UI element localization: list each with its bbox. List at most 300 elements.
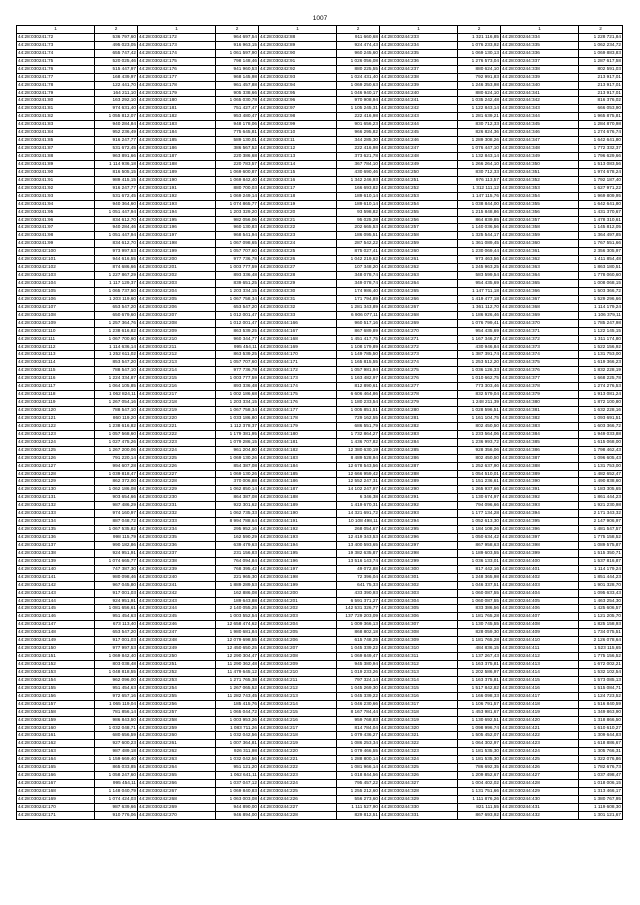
cadastral-number-cell: 44:28:030244:404: [501, 589, 579, 597]
cadastral-number-cell: 44:28:030243:10: [259, 129, 337, 137]
value-cell: 1 255 212,60: [337, 788, 380, 796]
cadastral-number-cell: 44:28:030242:138: [17, 549, 95, 557]
cadastral-number-cell: 44:28:030244:185: [259, 470, 337, 478]
cadastral-number-cell: 44:28:030241:78: [17, 81, 95, 89]
value-cell: 1 785 247,98: [579, 319, 623, 327]
value-cell: 1 149 785,50: [337, 351, 380, 359]
cadastral-number-cell: 44:28:030244:310: [380, 645, 458, 653]
value-cell: 1 284 870,98: [579, 121, 623, 129]
cadastral-number-cell: 44:28:030244:196: [259, 557, 337, 565]
cadastral-number-cell: 44:28:030244:167: [259, 327, 337, 335]
cadastral-number-cell: 44:28:030244:360: [501, 240, 579, 248]
value-cell: 186 095,51: [337, 232, 380, 240]
value-cell: 826 824,36: [458, 129, 501, 137]
value-cell: 1 236 993,72: [458, 438, 501, 446]
cadastral-number-cell: 44:28:030244:430: [501, 795, 579, 803]
cadastral-number-cell: 44:28:030242:270: [138, 811, 216, 819]
cadastral-number-cell: 44:28:030244:323: [380, 748, 458, 756]
cadastral-number-cell: 44:28:030244:337: [501, 57, 579, 65]
table-row: [17, 613, 623, 621]
value-cell: 821 111,55: [458, 803, 501, 811]
cadastral-number-cell: 44:28:030244:363: [501, 264, 579, 272]
cadastral-number-cell: 44:28:030242:194: [138, 208, 216, 216]
cadastral-number-cell: 44:28:030244:342: [501, 97, 579, 105]
value-cell: 1 861 444,23: [579, 494, 623, 502]
cadastral-number-cell: 44:28:030244:221: [259, 756, 337, 764]
value-cell: 1 079 286,15: [216, 438, 259, 446]
value-cell: 1 096 605,43: [579, 454, 623, 462]
value-cell: 1 387 391,74: [458, 351, 501, 359]
cadastral-number-cell: 44:28:030242:116: [17, 375, 95, 383]
value-cell: 49 072,88: [337, 565, 380, 573]
value-cell: 433 390,93: [337, 589, 380, 597]
cadastral-number-cell: 44:28:030244:222: [259, 764, 337, 772]
value-cell: 917 001,03: [95, 589, 138, 597]
value-cell: 960 517,16: [337, 319, 380, 327]
cadastral-number-cell: 44:28:030244:271: [380, 335, 458, 343]
value-cell: 1 627 971,22: [579, 184, 623, 192]
cadastral-number-cell: 44:28:030242:115: [17, 367, 95, 375]
cadastral-number-cell: 44:28:030244:204: [259, 621, 337, 629]
cadastral-number-cell: 44:28:030242:171: [17, 811, 95, 819]
value-cell: 1 057 568,60: [95, 430, 138, 438]
cadastral-number-cell: 44:28:030244:347: [501, 137, 579, 145]
value-cell: 653 547,20: [216, 303, 259, 311]
value-cell: 834 612,70: [95, 216, 138, 224]
table-row: [17, 581, 623, 589]
value-cell: 916 247,77: [95, 184, 138, 192]
table-row: [17, 391, 623, 399]
value-cell: 1 069 130,26: [216, 454, 259, 462]
value-cell: 1 062 186,08: [95, 486, 138, 494]
value-cell: 1 203 119,60: [95, 295, 138, 303]
value-cell: 1 151 236,61: [458, 478, 501, 486]
cadastral-number-cell: 44:28:030244:226: [259, 795, 337, 803]
value-cell: 93 598,82: [337, 208, 380, 216]
cadastral-number-cell: 44:28:030244:266: [380, 295, 458, 303]
value-cell: 1 064 302,97: [458, 740, 501, 748]
value-cell: 1 772 332,37: [579, 145, 623, 153]
cadastral-number-cell: 44:28:030242:252: [138, 668, 216, 676]
value-cell: 137 729 203,09: [337, 613, 380, 621]
cadastral-number-cell: 44:28:030244:279: [380, 399, 458, 407]
value-cell: 901 656,23: [337, 121, 380, 129]
value-cell: 1 108 179,89: [337, 343, 380, 351]
cadastral-number-cell: 44:28:030244:412: [501, 653, 579, 661]
table-row: [17, 73, 623, 81]
cadastral-number-cell: 44:28:030244:306: [380, 613, 458, 621]
cadastral-number-cell: 44:28:030244:292: [380, 502, 458, 510]
cadastral-number-cell: 44:28:030244:269: [380, 319, 458, 327]
value-cell: 1 048 818,55: [95, 668, 138, 676]
cadastral-number-cell: 44:28:030244:198: [259, 573, 337, 581]
cadastral-number-cell: 44:28:030244:248: [380, 153, 458, 161]
cadastral-number-cell: 44:28:030244:366: [501, 287, 579, 295]
value-cell: 729 162,55: [337, 414, 380, 422]
column-header: 1: [17, 26, 95, 34]
value-cell: 220 783,57: [216, 160, 259, 168]
cadastral-number-cell: 44:28:030244:208: [259, 653, 337, 661]
cadastral-number-cell: 44:28:030242:188: [138, 160, 216, 168]
value-cell: 1 513 083,56: [579, 160, 623, 168]
column-header: 2: [95, 26, 138, 34]
cadastral-number-cell: 44:28:030242:119: [17, 399, 95, 407]
value-cell: 202 665,53: [337, 224, 380, 232]
value-cell: 1 037 047,12: [216, 780, 259, 788]
cadastral-number-cell: 44:28:030242:227: [138, 470, 216, 478]
value-cell: 1 069 600,87: [216, 168, 259, 176]
value-cell: 880 700,03: [216, 184, 259, 192]
value-cell: 1 248 365,98: [458, 573, 501, 581]
cadastral-number-cell: 44:28:030244:326: [380, 772, 458, 780]
cadastral-number-cell: 44:28:030244:416: [501, 684, 579, 692]
value-cell: 1 046 230,66: [337, 700, 380, 708]
value-cell: 1 095 633,43: [579, 589, 623, 597]
cadastral-number-cell: 44:28:030244:223: [259, 772, 337, 780]
cadastral-number-cell: 44:28:030244:170: [259, 351, 337, 359]
cadastral-number-cell: 44:28:030242:267: [138, 788, 216, 796]
value-cell: 1 159 669,40: [95, 756, 138, 764]
table-row: [17, 41, 623, 49]
cadastral-number-cell: 44:28:030241:76: [17, 65, 95, 73]
cadastral-number-cell: 44:28:030244:274: [380, 359, 458, 367]
cadastral-number-cell: 44:28:030244:312: [380, 661, 458, 669]
value-cell: 1 045 269,30: [337, 684, 380, 692]
cadastral-number-cell: 44:28:030241:75: [17, 57, 95, 65]
value-cell: 987 489,18: [95, 748, 138, 756]
cadastral-number-cell: 44:28:030242:120: [17, 407, 95, 415]
table-row: [17, 192, 623, 200]
cadastral-number-cell: 44:28:030242:112: [17, 343, 95, 351]
table-row: [17, 248, 623, 256]
value-cell: 1 039 818,47: [95, 470, 138, 478]
value-cell: 924 951,91: [95, 597, 138, 605]
cadastral-number-cell: 44:28:030244:325: [380, 764, 458, 772]
cadastral-number-cell: 44:28:030242:216: [138, 383, 216, 391]
value-cell: 1 163 375,81: [458, 676, 501, 684]
value-cell: 1 042 219,62: [337, 256, 380, 264]
cadastral-number-cell: 44:28:030242:117: [17, 383, 95, 391]
value-cell: 1 069 250,63: [337, 81, 380, 89]
value-cell: 1 969 809,95: [579, 192, 623, 200]
value-cell: 751 427,47: [216, 105, 259, 113]
cadastral-number-cell: 44:28:030242:260: [138, 732, 216, 740]
value-cell: 174 986,40: [337, 287, 380, 295]
cadastral-number-cell: 44:28:030242:140: [17, 565, 95, 573]
cadastral-number-cell: 44:28:030242:168: [17, 788, 95, 796]
value-cell: 941 960,53: [216, 65, 259, 73]
value-cell: 122 441,70: [95, 81, 138, 89]
cadastral-number-cell: 44:28:030242:136: [17, 534, 95, 542]
value-cell: 832 579,04: [458, 391, 501, 399]
table-row: [17, 811, 623, 819]
value-cell: 1 364 497,85: [579, 232, 623, 240]
value-cell: 893 336,48: [216, 272, 259, 280]
value-cell: 1 775 156,52: [579, 653, 623, 661]
table-row: [17, 494, 623, 502]
value-cell: 922 301,62: [216, 502, 259, 510]
cadastral-number-cell: 44:28:030244:190: [259, 510, 337, 518]
cadastral-number-cell: 44:28:030244:283: [380, 430, 458, 438]
value-cell: 1 147 711,18: [458, 287, 501, 295]
cadastral-number-cell: 44:28:030244:188: [259, 494, 337, 502]
value-cell: 803 038,48: [95, 661, 138, 669]
value-cell: 788 547,10: [95, 367, 138, 375]
cadastral-number-cell: 44:28:030244:183: [259, 454, 337, 462]
cadastral-number-cell: 44:28:030242:149: [17, 637, 95, 645]
value-cell: 994 607,28: [95, 462, 138, 470]
cadastral-number-cell: 44:28:030244:428: [501, 780, 579, 788]
value-cell: 968 541,94: [216, 232, 259, 240]
value-cell: 1 052 613,30: [458, 518, 501, 526]
table-row: [17, 668, 623, 676]
cadastral-number-cell: 44:28:030244:209: [259, 661, 337, 669]
table-row: [17, 653, 623, 661]
cadastral-number-cell: 44:28:030242:217: [138, 391, 216, 399]
value-cell: 1 063 003,08: [216, 795, 259, 803]
cadastral-number-cell: 44:28:030244:210: [259, 668, 337, 676]
cadastral-number-cell: 44:28:030243:17: [259, 184, 337, 192]
table-row: [17, 414, 623, 422]
cadastral-number-cell: 44:28:030244:311: [380, 653, 458, 661]
cadastral-number-cell: 44:28:030244:341: [501, 89, 579, 97]
table-row: [17, 637, 623, 645]
cadastral-number-cell: 44:28:030244:295: [380, 526, 458, 534]
cadastral-number-cell: 44:28:030244:275: [380, 367, 458, 375]
value-cell: 1 114 636,14: [95, 343, 138, 351]
value-cell: 917 001,03: [95, 637, 138, 645]
value-cell: 1 322 076,86: [579, 756, 623, 764]
cadastral-number-cell: 44:28:030244:414: [501, 668, 579, 676]
cadastral-number-cell: 44:28:030241:84: [17, 129, 95, 137]
value-cell: 1 060 087,55: [458, 589, 501, 597]
cadastral-number-cell: 44:28:030242:241: [138, 581, 216, 589]
value-cell: 967 045,80: [95, 581, 138, 589]
cadastral-number-cell: 44:28:030242:145: [17, 605, 95, 613]
cadastral-number-cell: 44:28:030242:245: [138, 613, 216, 621]
cadastral-number-cell: 44:28:030244:260: [380, 248, 458, 256]
cadastral-number-cell: 44:28:030244:199: [259, 581, 337, 589]
value-cell: 1 036 126,33: [458, 367, 501, 375]
cadastral-number-cell: 44:28:030244:236: [380, 57, 458, 65]
value-cell: 536 797,60: [95, 33, 138, 41]
value-cell: 1 024 431,40: [337, 73, 380, 81]
table-row: [17, 113, 623, 121]
value-cell: 1 140 036,56: [458, 224, 501, 232]
value-cell: 1 163 375,81: [458, 661, 501, 669]
value-cell: 976 113,57: [458, 176, 501, 184]
cadastral-number-cell: 44:28:030244:228: [259, 811, 337, 819]
value-cell: 1 106 379,11: [579, 311, 623, 319]
table-row: [17, 565, 623, 573]
value-cell: 794 096,66: [458, 502, 501, 510]
value-cell: 1 203 334,15: [216, 287, 259, 295]
value-cell: 1 045 339,22: [337, 692, 380, 700]
value-cell: 171 794,89: [337, 295, 380, 303]
cadastral-number-cell: 44:28:030244:224: [259, 780, 337, 788]
value-cell: 867 958,63: [458, 541, 501, 549]
cadastral-number-cell: 44:28:030244:176: [259, 399, 337, 407]
cadastral-number-cell: 44:28:030244:346: [501, 129, 579, 137]
cadastral-number-cell: 44:28:030242:179: [138, 89, 216, 97]
value-cell: 1 516 840,59: [579, 700, 623, 708]
cadastral-number-cell: 44:28:030242:124: [17, 438, 95, 446]
value-cell: 1 131 751,66: [458, 788, 501, 796]
value-cell: 1 035 242,48: [458, 97, 501, 105]
value-cell: 1 965 875,81: [579, 113, 623, 121]
cadastral-number-cell: 44:28:030242:236: [138, 541, 216, 549]
table-row: [17, 33, 623, 41]
cadastral-number-cell: 44:28:030242:155: [17, 684, 95, 692]
cadastral-number-cell: 44:28:030244:233: [380, 33, 458, 41]
value-cell: 1 267 065,52: [216, 684, 259, 692]
cadastral-number-cell: 44:28:030241:89: [17, 160, 95, 168]
value-cell: 1 055 812,07: [95, 113, 138, 121]
cadastral-number-cell: 44:28:030244:187: [259, 486, 337, 494]
value-cell: 868 802,18: [337, 629, 380, 637]
cadastral-number-cell: 44:28:030244:181: [259, 438, 337, 446]
table-row: [17, 700, 623, 708]
value-cell: 1 921 230,98: [579, 502, 623, 510]
value-cell: 168 439,97: [95, 73, 138, 81]
value-cell: 990 182,86: [95, 541, 138, 549]
value-cell: 1 130 674,97: [458, 494, 501, 502]
cadastral-number-cell: 44:28:030244:417: [501, 692, 579, 700]
cadastral-number-cell: 44:28:030244:384: [501, 430, 579, 438]
cadastral-number-cell: 44:28:030242:251: [138, 661, 216, 669]
cadastral-number-cell: 44:28:030244:175: [259, 391, 337, 399]
value-cell: 910 776,06: [95, 811, 138, 819]
cadastral-number-cell: 44:28:030244:217: [259, 724, 337, 732]
cadastral-number-cell: 44:28:030244:256: [380, 216, 458, 224]
cadastral-number-cell: 44:28:030241:74: [17, 49, 95, 57]
cadastral-number-cell: 44:28:030242:151: [17, 653, 95, 661]
value-cell: 875 027,41: [337, 248, 380, 256]
cadastral-number-cell: 44:28:030242:235: [138, 534, 216, 542]
cadastral-number-cell: 44:28:030244:378: [501, 383, 579, 391]
cadastral-number-cell: 44:28:030242:163: [17, 748, 95, 756]
cadastral-number-cell: 44:28:030244:174: [259, 383, 337, 391]
value-cell: 11 282 743,45: [216, 692, 259, 700]
value-cell: 867 689,89: [337, 327, 380, 335]
cadastral-number-cell: 44:28:030244:278: [380, 391, 458, 399]
cadastral-number-cell: 44:28:030244:398: [501, 541, 579, 549]
value-cell: 905 338,66: [216, 89, 259, 97]
cadastral-number-cell: 44:28:030242:268: [138, 795, 216, 803]
cadastral-number-cell: 44:28:030242:113: [17, 351, 95, 359]
table-row: [17, 534, 623, 542]
cadastral-number-cell: 44:28:030242:237: [138, 549, 216, 557]
cadastral-number-cell: 44:28:030244:177: [259, 407, 337, 415]
value-cell: 1 057 981,94: [337, 367, 380, 375]
cadastral-number-cell: 44:28:030244:350: [501, 160, 579, 168]
cadastral-number-cell: 44:28:030241:90: [17, 168, 95, 176]
cadastral-number-cell: 44:28:030242:129: [17, 478, 95, 486]
cadastral-number-cell: 44:28:030242:137: [17, 541, 95, 549]
value-cell: 817 442,16: [458, 565, 501, 573]
cadastral-number-cell: 44:28:030242:125: [17, 446, 95, 454]
table-row: [17, 137, 623, 145]
table-row: [17, 605, 623, 613]
cadastral-number-cell: 44:28:030242:130: [17, 486, 95, 494]
cadastral-number-cell: 44:28:030242:172: [138, 33, 216, 41]
cadastral-number-cell: 44:28:030244:322: [380, 740, 458, 748]
value-cell: 1 312 111,12: [458, 184, 501, 192]
table-row: [17, 462, 623, 470]
value-cell: 213 917,01: [579, 89, 623, 97]
cadastral-number-cell: 44:28:030244:261: [380, 256, 458, 264]
value-cell: 962 096,00: [95, 676, 138, 684]
cadastral-number-cell: 44:28:030244:202: [259, 605, 337, 613]
table-row: [17, 454, 623, 462]
cadastral-number-cell: 44:28:030242:201: [138, 264, 216, 272]
cadastral-number-cell: 44:28:030244:324: [380, 756, 458, 764]
value-cell: 13 400 593,65: [337, 541, 380, 549]
cadastral-number-cell: 44:28:030244:291: [380, 494, 458, 502]
value-cell: 1 098 996,74: [458, 724, 501, 732]
value-cell: 963 891,66: [95, 153, 138, 161]
cadastral-number-cell: 44:28:030242:114: [17, 359, 95, 367]
cadastral-number-cell: 44:28:030242:131: [17, 494, 95, 502]
table-row: [17, 160, 623, 168]
cadastral-number-cell: 44:28:030242:243: [138, 597, 216, 605]
cadastral-number-cell: 44:28:030241:87: [17, 145, 95, 153]
value-cell: 903 654,66: [95, 494, 138, 502]
cadastral-number-cell: 44:28:030242:143: [17, 589, 95, 597]
table-row: [17, 510, 623, 518]
value-cell: 1 851 444,23: [579, 573, 623, 581]
column-header: 2: [458, 26, 501, 34]
cadastral-number-cell: 44:28:030242:177: [138, 73, 216, 81]
value-cell: 1 122 145,15: [579, 327, 623, 335]
cadastral-number-cell: 44:28:030242:224: [138, 446, 216, 454]
value-cell: 926 311,98: [216, 748, 259, 756]
cadastral-number-cell: 44:28:030244:298: [380, 549, 458, 557]
cadastral-number-cell: 44:28:030242:135: [17, 526, 95, 534]
cadastral-number-cell: 44:28:030244:304: [380, 597, 458, 605]
value-cell: 1 419 477,18: [458, 295, 501, 303]
value-cell: 287 542,22: [337, 240, 380, 248]
value-cell: 1 018 006,15: [579, 780, 623, 788]
cadastral-number-cell: 44:28:030244:242: [380, 105, 458, 113]
value-cell: 1 183 305,65: [579, 486, 623, 494]
table-row: [17, 232, 623, 240]
cadastral-number-cell: 44:28:030244:234: [380, 41, 458, 49]
value-cell: 893 336,48: [216, 383, 259, 391]
value-cell: 1 062 735,33: [216, 510, 259, 518]
column-header: 1: [380, 26, 458, 34]
table-row: [17, 478, 623, 486]
cadastral-number-cell: 44:28:030244:343: [501, 105, 579, 113]
cadastral-number-cell: 44:28:030242:92: [259, 65, 337, 73]
cadastral-number-cell: 44:28:030244:317: [380, 700, 458, 708]
value-cell: 1 069 842,40: [95, 653, 138, 661]
value-cell: 12 380 630,19: [337, 446, 380, 454]
cadastral-number-cell: 44:28:030242:127: [17, 462, 95, 470]
cadastral-number-cell: 44:28:030242:223: [138, 438, 216, 446]
value-cell: 1 010 662,75: [458, 375, 501, 383]
cadastral-number-cell: 44:28:030242:144: [17, 597, 95, 605]
cadastral-number-cell: 44:28:030243:29: [259, 280, 337, 288]
value-cell: 1 265 937,66: [458, 486, 501, 494]
cadastral-number-cell: 44:28:030242:102: [17, 264, 95, 272]
cadastral-number-cell: 44:28:030244:353: [501, 184, 579, 192]
table-row: [17, 803, 623, 811]
cadastral-number-cell: 44:28:030244:387: [501, 454, 579, 462]
cadastral-number-cell: 44:28:030242:200: [138, 256, 216, 264]
value-cell: 940 284,84: [95, 121, 138, 129]
value-cell: 781 856,14: [95, 708, 138, 716]
